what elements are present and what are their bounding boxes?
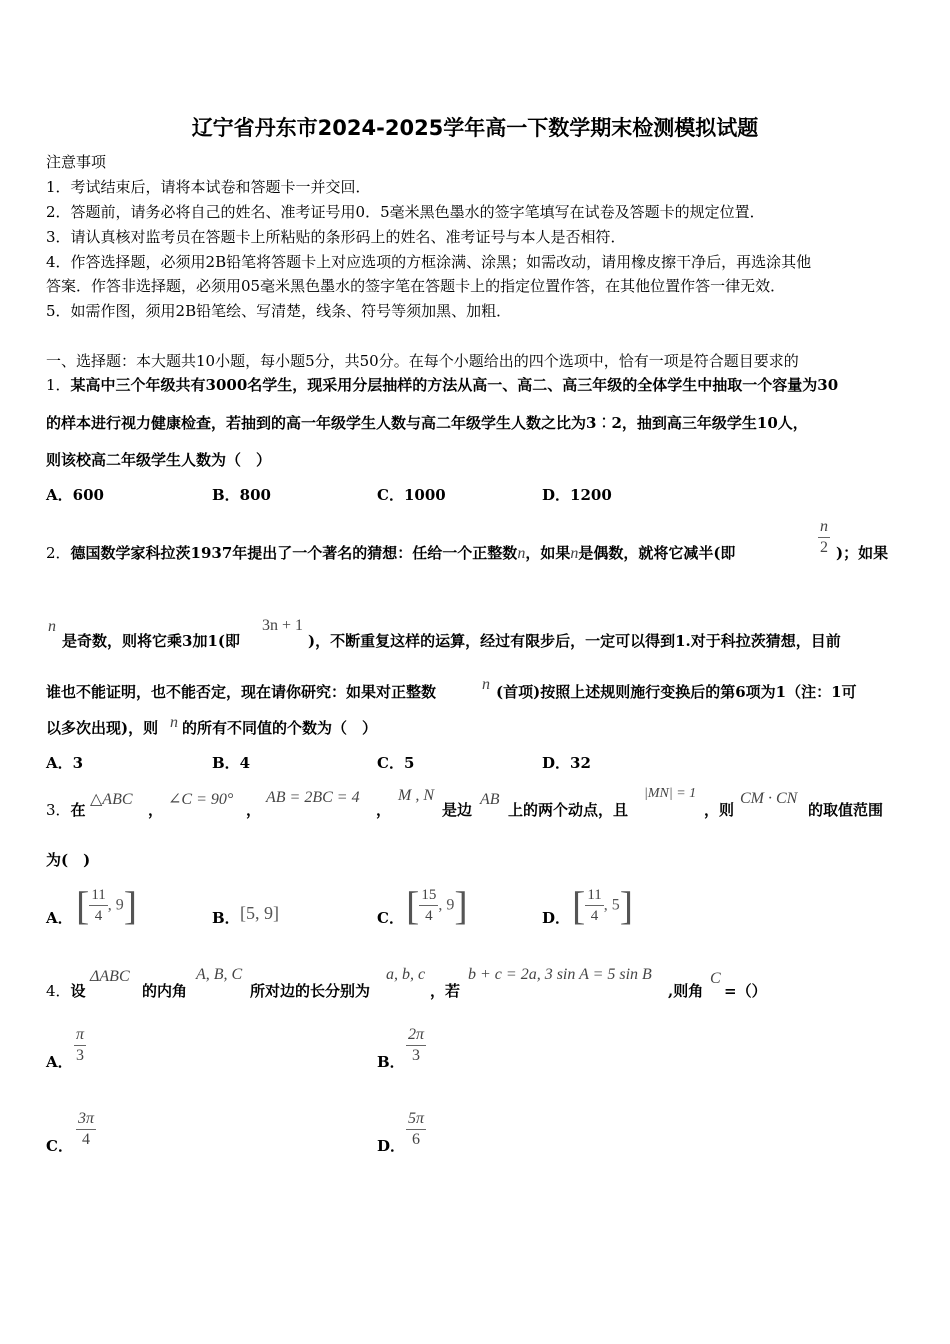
q3-option-a-label: A． (46, 909, 73, 927)
comma: ， (376, 801, 392, 819)
question-2-line-2a: 是奇数，则将它乘3加1(即 (62, 632, 240, 650)
question-3-text: 上的两个动点，且 (508, 801, 629, 819)
comma: ， (246, 801, 262, 819)
q3-option-b-label: B． (212, 909, 240, 927)
question-4-text: ,则角 (668, 982, 704, 1000)
note-item: 4．作答选择题，必须用2B铅笔将答题卡上对应选项的方框涂满、涂黑；如需改动，请用橡皮擦干净后，再选涂其他 (46, 253, 812, 271)
q3-option-c-value: [ $\frac{15}{4}$ , 9] (406, 883, 468, 928)
dot-product: CM · CN (740, 790, 798, 807)
q2-option-b: B．4 (212, 754, 251, 772)
question-3-text: ，则 (704, 801, 735, 819)
q4-option-c-label: C． (46, 1137, 73, 1155)
question-2-line-1: 2．德国数学家科拉茨1937年提出了一个著名的猜想：任给一个正整数n，如果n是偶数，就将它减半(即 (46, 544, 736, 562)
question-3-text: 的取值范围 (808, 801, 884, 819)
triangle-abc: ΔABC (90, 968, 130, 985)
question-1-line-3: 则该校高二年级学生人数为（ ） (46, 451, 272, 469)
question-3-start: 3．在 (46, 801, 86, 819)
triangle-abc: △ABC (90, 791, 133, 808)
variable-n: n (48, 618, 56, 635)
question-2-line-1-end: )；如果 (836, 544, 889, 562)
expression-3n-plus-1: 3n + 1 (262, 617, 304, 634)
q3-option-d-value: [ $\frac{11}{4}$ , 5] (572, 883, 634, 928)
question-4-text: 所对边的长分别为 (250, 982, 371, 1000)
q4-option-a-value: $\frac{\pi}{3}$ (76, 1026, 85, 1064)
q4-option-b-value: $\frac{2\pi}{3}$ (408, 1026, 425, 1064)
q4-option-d-label: D． (377, 1137, 406, 1155)
angles-abc: A, B, C (196, 966, 243, 983)
angle-c: ∠C = 90° (168, 791, 234, 808)
sides-abc: a, b, c (386, 966, 426, 983)
note-item: 1．考试结束后，请将本试卷和答题卡一并交回． (46, 178, 371, 196)
question-1-line-2: 的样本进行视力健康检查，若抽到的高一年级学生人数与高二年级学生人数之比为3︰2，抽到高三年级学生10人， (46, 414, 808, 432)
note-item: 5．如需作图，须用2B铅笔绘、写清楚，线条、符号等须加黑、加粗． (46, 302, 512, 320)
note-item: 2．答题前，请务必将自己的姓名、准考证号用0．5毫米黑色墨水的签字笔填写在试卷及答题卡的规定位置． (46, 203, 765, 221)
q1-option-c: C．1000 (377, 486, 446, 504)
variable-n: n (482, 676, 490, 693)
q4-option-b-label: B． (377, 1053, 405, 1071)
q2-option-a: A．3 (46, 754, 84, 772)
side-lengths: AB = 2BC = 4 (266, 789, 360, 806)
notes-heading: 注意事项 (46, 153, 107, 171)
question-2-line-3: 谁也不能证明，也不能否定，现在请你研究：如果对正整数 (46, 683, 437, 701)
question-3-line-2: 为( ) (46, 851, 91, 869)
side-ab: AB (480, 791, 500, 808)
comma: ， (148, 801, 164, 819)
q3-option-b-value: [5, 9] (240, 903, 279, 923)
variable-n: n (170, 714, 178, 731)
q2-option-c: C．5 (377, 754, 415, 772)
question-4-text: 的内角 (142, 982, 188, 1000)
question-4-start: 4．设 (46, 982, 86, 1000)
question-2-line-2b: )，不断重复这样的运算，经过有限步后，一定可以得到1.对于科拉茨猜想，目前 (308, 632, 841, 650)
points-m-n: M , N (398, 787, 434, 804)
question-3-text: 是边 (442, 801, 473, 819)
question-2-line-4: 以多次出现)，则 (46, 719, 159, 737)
q3-option-d-label: D． (542, 909, 571, 927)
page-title: 辽宁省丹东市2024-2025学年高一下数学期末检测模拟试题 (191, 116, 759, 140)
q1-option-a: A．600 (46, 486, 104, 504)
q2-option-d: D．32 (542, 754, 591, 772)
q3-option-a-value: [ $\frac{11}{4}$ , 9] (76, 883, 138, 928)
question-1-line-1: 1．某高中三个年级共有3000名学生，现采用分层抽样的方法从高一、高二、高三年级的全体学生中抽取一个容量为30 (46, 376, 839, 394)
q4-option-c-value: $\frac{3\pi}{4}$ (78, 1110, 95, 1148)
question-2-line-4b: 的所有不同值的个数为（ ） (182, 719, 378, 737)
section-heading: 一、选择题：本大题共10小题，每小题5分，共50分。在每个小题给出的四个选项中，恰有一项是符合题目要求的 (46, 352, 799, 370)
q3-option-c-label: C． (377, 909, 404, 927)
q1-option-d: D．1200 (542, 486, 612, 504)
q1-option-b: B．800 (212, 486, 271, 504)
note-item: 答案．作答非选择题，必须用05毫米黑色墨水的签字笔在答题卡上的指定位置作答，在其他位置作答一律无效． (46, 277, 786, 295)
half-fraction: $\frac{n}{2}$ (820, 518, 828, 556)
condition: b + c = 2a, 3 sin A = 5 sin B (468, 966, 652, 983)
question-4-text: =（） (724, 982, 767, 1000)
note-item: 3．请认真核对监考员在答题卡上所粘贴的条形码上的姓名、准考证号与本人是否相符． (46, 228, 626, 246)
q4-option-a-label: A． (46, 1053, 73, 1071)
question-2-line-3b: (首项)按照上述规则施行变换后的第6项为1（注：1可 (496, 683, 857, 701)
angle-c: C (710, 970, 721, 987)
mn-length: |MN| = 1 (644, 786, 697, 801)
q4-option-d-value: $\frac{5\pi}{6}$ (408, 1110, 425, 1148)
question-4-text: ，若 (430, 982, 461, 1000)
